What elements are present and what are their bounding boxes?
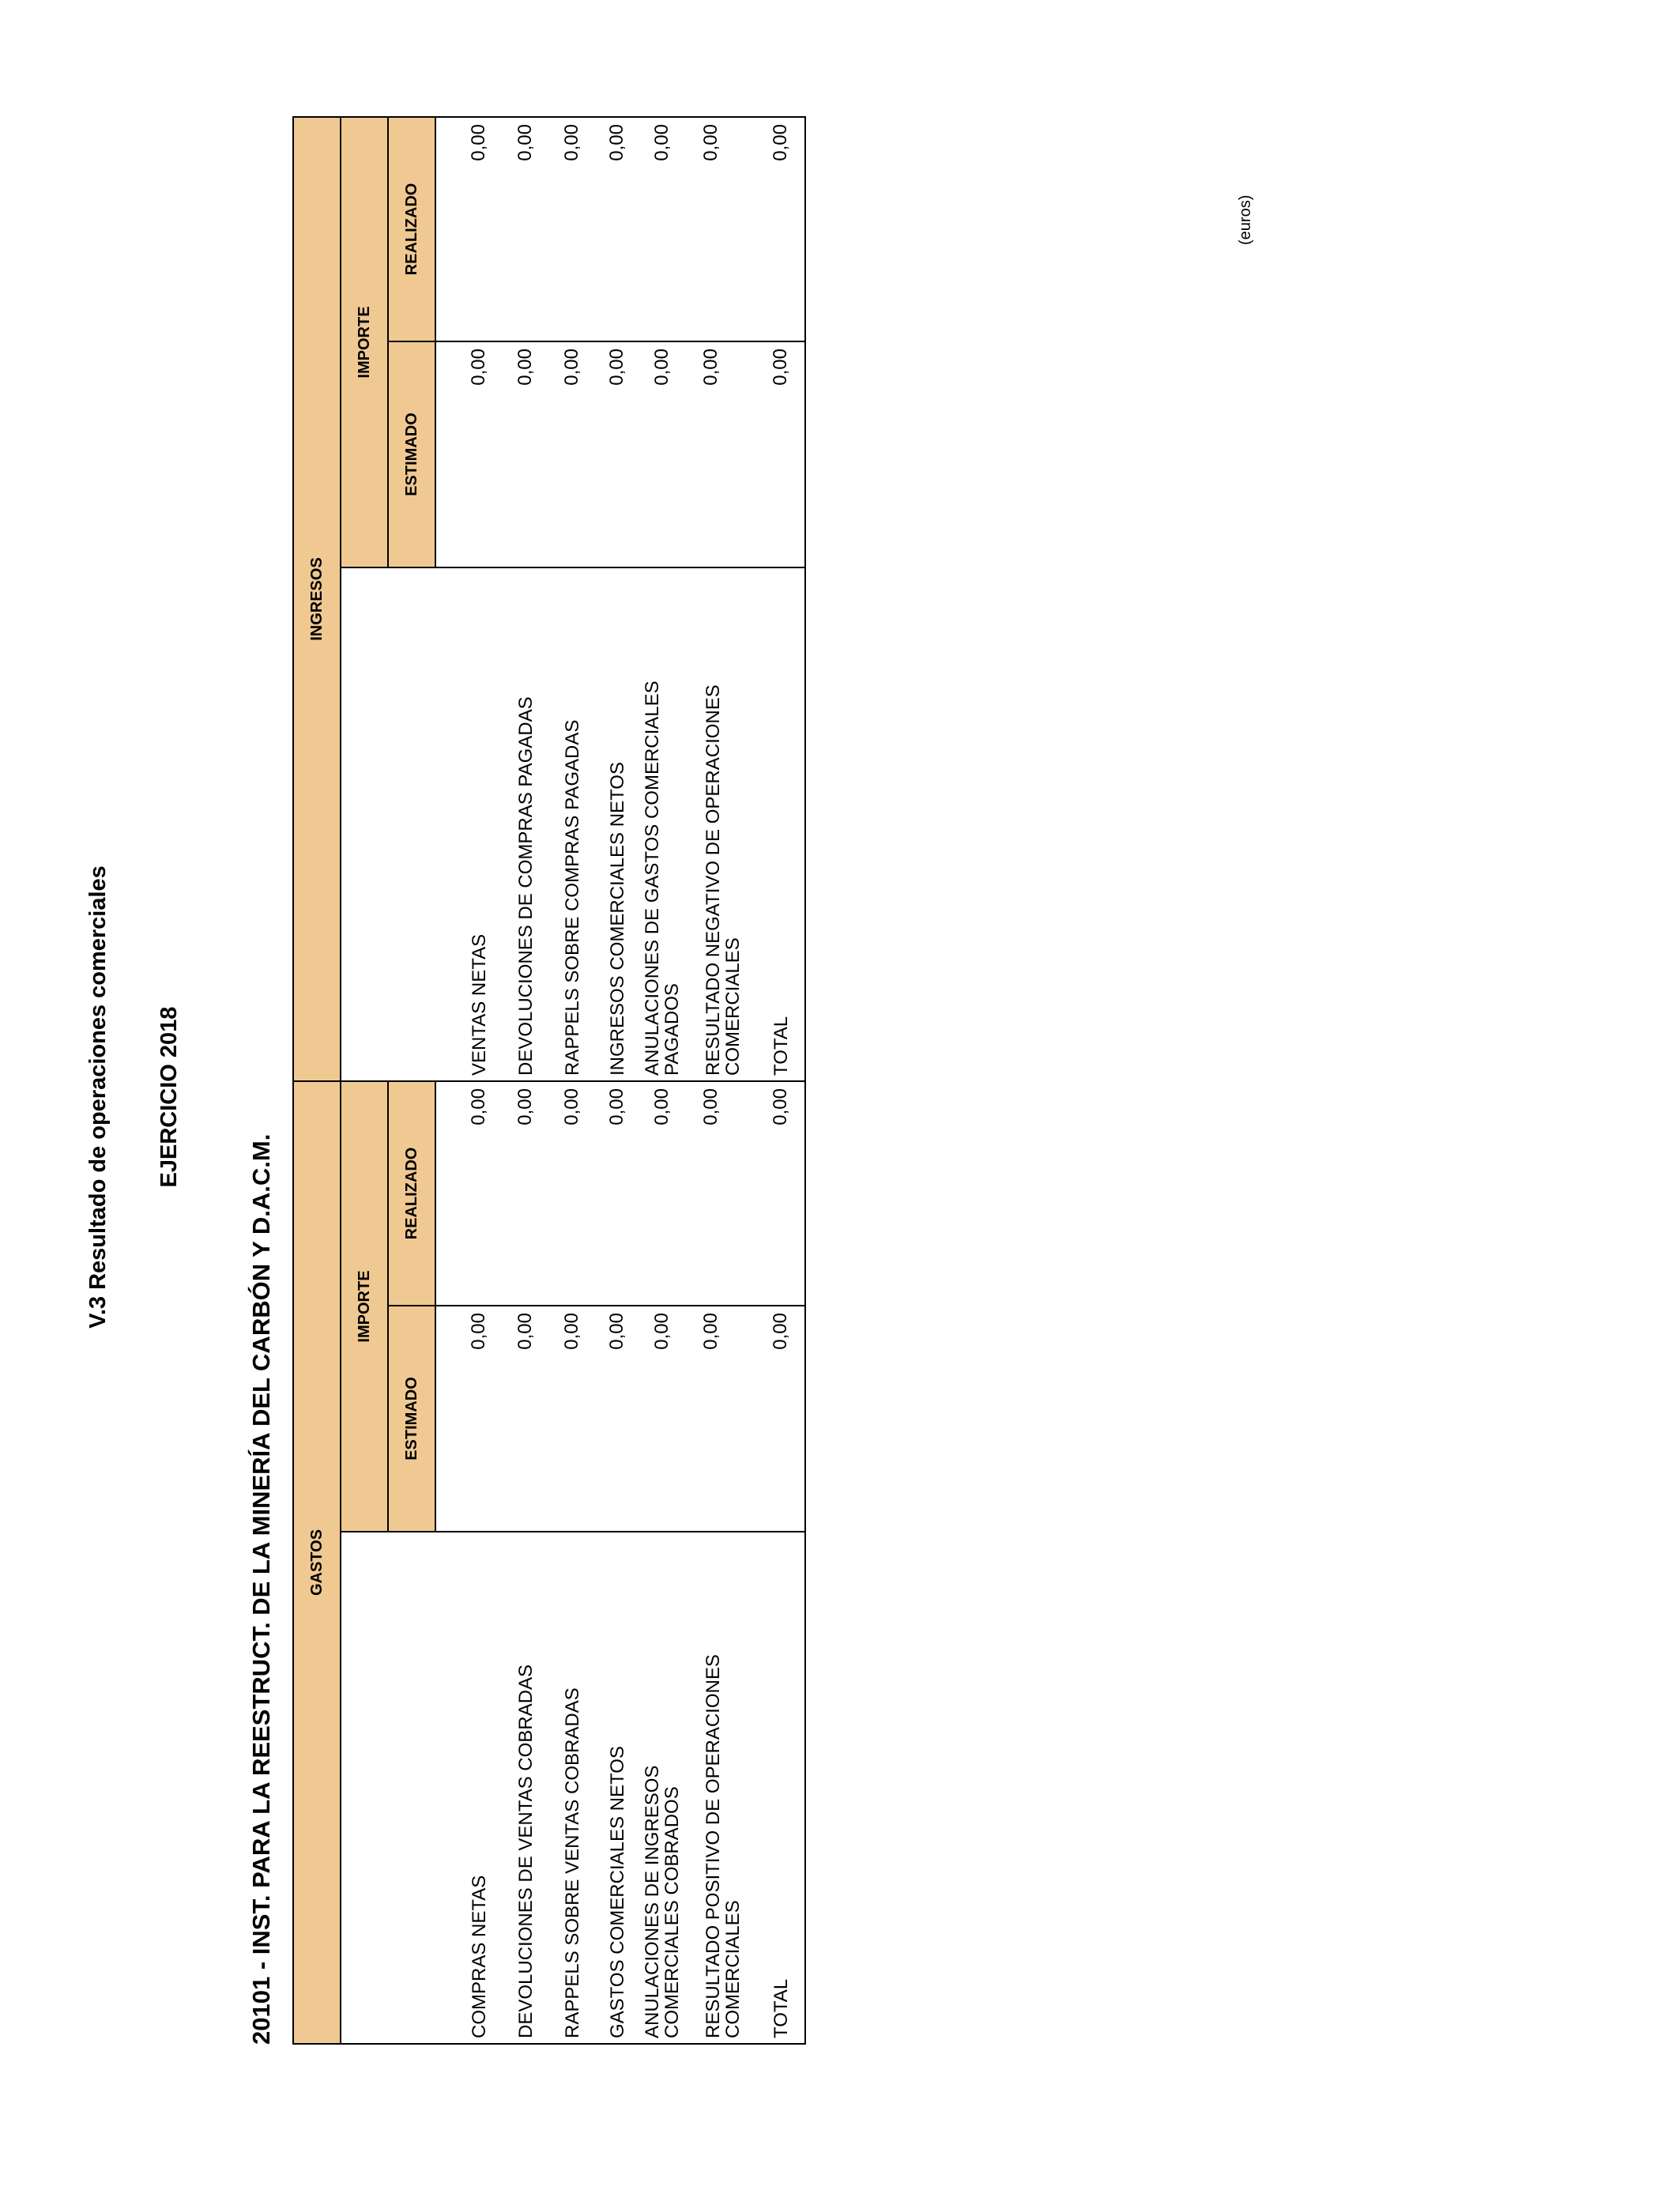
gastos-row-estimado: 0,00 (700, 1313, 721, 1350)
gastos-row-realizado: 0,00 (561, 1088, 582, 1125)
gastos-row-realizado: 0,00 (700, 1088, 721, 1125)
gastos-row-estimado: 0,00 (606, 1313, 627, 1350)
results-table (292, 116, 806, 2045)
ingresos-row-label: DEVOLUCIONES DE COMPRAS PAGADAS (514, 696, 537, 1076)
ingresos-row-realizado: 0,00 (468, 124, 489, 161)
ingresos-row-estimado: 0,00 (770, 349, 791, 386)
ingresos-estimado-header: ESTIMADO (387, 341, 436, 568)
ingresos-row-label: RESULTADO NEGATIVO DE OPERACIONES COMERCIALES (703, 684, 744, 1076)
gastos-row-realizado: 0,00 (770, 1088, 791, 1125)
gastos-row-estimado: 0,00 (770, 1313, 791, 1350)
gastos-row-label: DEVOLUCIONES DE VENTAS COBRADAS (514, 1664, 537, 2038)
gastos-row-estimado: 0,00 (514, 1313, 536, 1350)
gastos-row-estimado: 0,00 (651, 1313, 672, 1350)
ingresos-row-realizado: 0,00 (651, 124, 672, 161)
gastos-estimado-header: ESTIMADO (387, 1305, 436, 1532)
ingresos-row-label: VENTAS NETAS (468, 933, 490, 1076)
gastos-realizado-header: REALIZADO (387, 1080, 436, 1306)
gastos-row-label: RESULTADO POSITIVO DE OPERACIONES COMERCIALES (703, 1654, 744, 2038)
ingresos-row-estimado: 0,00 (468, 349, 489, 386)
gastos-row-estimado: 0,00 (561, 1313, 582, 1350)
ingresos-row-label: TOTAL (770, 1016, 792, 1076)
gastos-row-estimado: 0,00 (468, 1313, 489, 1350)
gastos-importe-header: IMPORTE (340, 1080, 389, 1532)
ingresos-section-header: INGRESOS (292, 116, 341, 1082)
ingresos-row-realizado: 0,00 (606, 124, 627, 161)
gastos-row-label: ANULACIONES DE INGRESOS COMERCIALES COBRADOS (642, 1765, 683, 2038)
gastos-row-realizado: 0,00 (606, 1088, 627, 1125)
ingresos-row-estimado: 0,00 (514, 349, 536, 386)
ingresos-row-estimado: 0,00 (700, 349, 721, 386)
ingresos-row-estimado: 0,00 (606, 349, 627, 386)
gastos-row-label: TOTAL (770, 1978, 792, 2038)
fiscal-year: EJERCICIO 2018 (156, 1006, 182, 1188)
ingresos-row-label: INGRESOS COMERCIALES NETOS (606, 762, 628, 1076)
ingresos-row-realizado: 0,00 (561, 124, 582, 161)
ingresos-row-realizado: 0,00 (770, 124, 791, 161)
ingresos-row-estimado: 0,00 (561, 349, 582, 386)
ingresos-row-realizado: 0,00 (514, 124, 536, 161)
gastos-section-header: GASTOS (292, 1080, 341, 2045)
units-label: (euros) (1237, 194, 1254, 245)
gastos-row-label: COMPRAS NETAS (468, 1875, 490, 2038)
gastos-row-label: RAPPELS SOBRE VENTAS COBRADAS (561, 1687, 583, 2038)
ingresos-row-label: ANULACIONES DE GASTOS COMERCIALES PAGADOS (642, 680, 683, 1076)
ingresos-row-label: RAPPELS SOBRE COMPRAS PAGADAS (561, 719, 583, 1076)
ingresos-row-realizado: 0,00 (700, 124, 721, 161)
report-title: V.3 Resultado de operaciones comerciales (85, 865, 111, 1329)
gastos-row-realizado: 0,00 (651, 1088, 672, 1125)
ingresos-importe-header: IMPORTE (340, 116, 389, 568)
entity-name: 20101 - INST. PARA LA REESTRUCT. DE LA MINERÍA DEL CARBÓN Y D.A.C.M. (247, 1133, 275, 2045)
gastos-row-realizado: 0,00 (468, 1088, 489, 1125)
gastos-row-label: GASTOS COMERCIALES NETOS (606, 1746, 628, 2038)
ingresos-row-estimado: 0,00 (651, 349, 672, 386)
ingresos-realizado-header: REALIZADO (387, 116, 436, 342)
gastos-row-realizado: 0,00 (514, 1088, 536, 1125)
